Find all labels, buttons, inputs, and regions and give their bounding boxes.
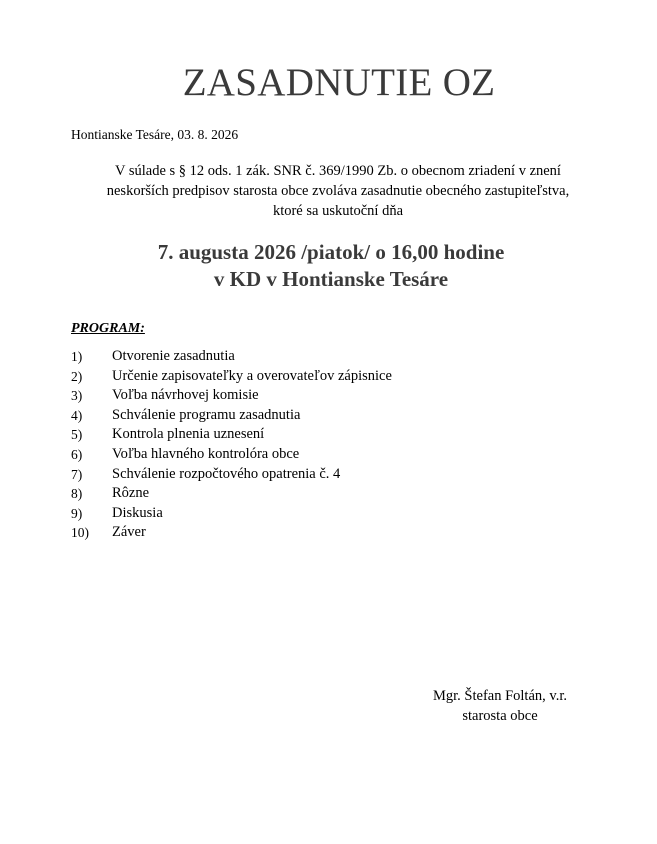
intro-paragraph xyxy=(40,161,636,221)
program-item-number: 3) xyxy=(71,388,83,404)
intro-line: neskorších predpisov starosta obce zvoláva zasadnutie obecného zastupiteľstva, xyxy=(106,183,570,199)
signature-role: starosta obce xyxy=(462,708,538,724)
program-item-number: 6) xyxy=(71,446,83,462)
program-item-number: 8) xyxy=(71,486,83,502)
program-item-text: Záver xyxy=(112,524,146,541)
program-item-text: Schválenie rozpočtového opatrenia č. 4 xyxy=(112,465,341,482)
program-item-text: Schválenie programu zasadnutia xyxy=(112,406,301,423)
program-heading: PROGRAM: xyxy=(71,321,145,336)
intro-line: V súlade s § 12 ods. 1 zák. SNR č. 369/1990 Zb. o obecnom zriadení v znení xyxy=(115,163,561,179)
meeting-date-time: 7. augusta 2026 /piatok/ o 16,00 hodine xyxy=(157,240,505,264)
program-item-text: Určenie zapisovateľky a overovateľov zápisnice xyxy=(112,367,392,384)
meeting-location: v KD v Hontianske Tesáre xyxy=(213,267,449,291)
program-item-text: Diskusia xyxy=(112,504,163,521)
document-title: ZASADNUTIE OZ xyxy=(182,61,496,104)
program-item-text: Kontrola plnenia uznesení xyxy=(112,426,265,443)
intro-line: ktoré sa uskutoční dňa xyxy=(272,203,404,219)
program-item-number: 1) xyxy=(71,349,83,364)
meeting-info xyxy=(0,239,657,293)
program-item-number: 10) xyxy=(71,525,89,541)
program-item-number: 9) xyxy=(71,505,83,521)
program-item-text: Rôzne xyxy=(112,485,150,502)
place-date: Hontianske Tesáre, 03. 8. 2026 xyxy=(71,127,239,142)
program-item-number: 2) xyxy=(71,368,83,384)
signature-name: Mgr. Štefan Foltán, v.r. xyxy=(433,688,567,704)
program-item-text: Voľba návrhovej komisie xyxy=(112,387,259,404)
program-item-number: 4) xyxy=(71,407,83,423)
program-item-text: Voľba hlavného kontrolóra obce xyxy=(112,445,300,462)
program-item-number: 5) xyxy=(71,427,83,443)
signature-block xyxy=(400,686,600,726)
program-item-number: 7) xyxy=(71,466,83,482)
program-item-text: Otvorenie zasadnutia xyxy=(112,348,235,364)
